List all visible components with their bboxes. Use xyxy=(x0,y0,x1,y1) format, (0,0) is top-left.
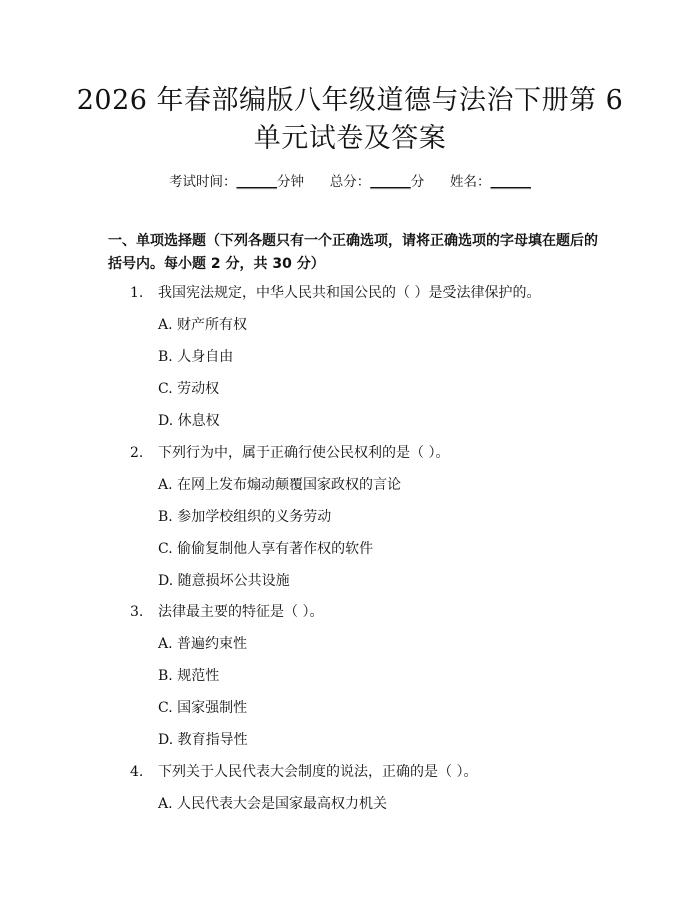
option-1b: B. 人身自由 xyxy=(158,349,234,365)
title-line-1: 2026 年春部编版八年级道德与法治下册第 6 xyxy=(76,85,624,116)
score-blank: ______ xyxy=(370,174,411,190)
time-label: 考试时间： xyxy=(169,174,237,190)
exam-meta xyxy=(0,170,700,190)
option-2b: B. 参加学校组织的义务劳动 xyxy=(158,509,332,525)
title-line-2: 单元试卷及答案 xyxy=(253,123,447,154)
question-number: 1. xyxy=(130,285,144,301)
name-label: 姓名： xyxy=(450,174,491,190)
option-1c: C. 劳动权 xyxy=(158,381,220,397)
page-title xyxy=(60,82,640,158)
question-text: 我国宪法规定，中华人民共和国公民的（ ）是受法律保护的。 xyxy=(158,285,541,301)
option-2a: A. 在网上发布煽动颠覆国家政权的言论 xyxy=(158,477,402,493)
option-3c: C. 国家强制性 xyxy=(158,700,248,716)
section-heading: 一、单项选择题（下列各题只有一个正确选项，请将正确选项的字母填在题后的括号内。每小题 2 分，共 30 分） xyxy=(108,233,598,272)
option-2c: C. 偷偷复制他人享有著作权的软件 xyxy=(158,541,374,557)
question-number: 3. xyxy=(130,604,144,620)
option-1d: D. 休息权 xyxy=(158,413,220,429)
name-blank: ______ xyxy=(490,174,531,190)
time-blank: ______ xyxy=(236,174,277,190)
question-text: 下列行为中，属于正确行使公民权利的是（ ）。 xyxy=(158,445,450,461)
question-number: 4. xyxy=(130,764,144,780)
option-4a: A. 人民代表大会是国家最高权力机关 xyxy=(158,796,388,812)
score-label: 总分： xyxy=(329,174,371,190)
option-2d: D. 随意损坏公共设施 xyxy=(158,573,290,589)
question-text: 法律最主要的特征是（ ）。 xyxy=(158,604,324,620)
option-3b: B. 规范性 xyxy=(158,668,220,684)
question-number: 2. xyxy=(130,445,144,461)
option-3a: A. 普遍约束性 xyxy=(158,636,248,652)
time-unit: 分钟 xyxy=(277,174,304,190)
option-3d: D. 教育指导性 xyxy=(158,732,248,748)
score-unit: 分 xyxy=(410,174,425,190)
option-1a: A. 财产所有权 xyxy=(158,317,248,333)
question-text: 下列关于人民代表大会制度的说法，正确的是（ ）。 xyxy=(158,764,478,780)
